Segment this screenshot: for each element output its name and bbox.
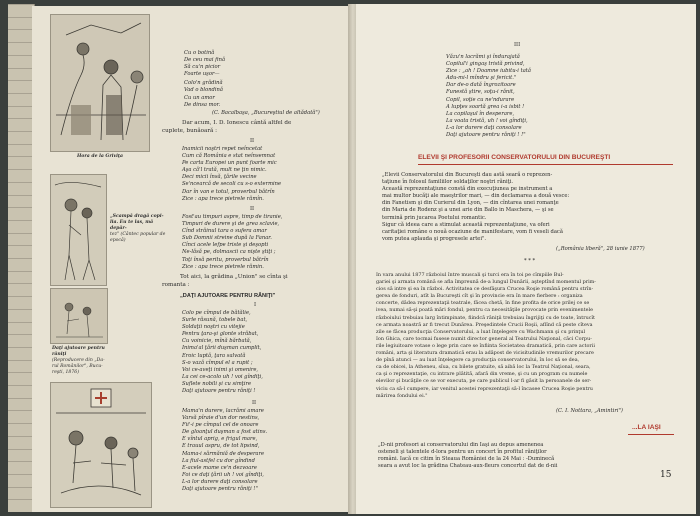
page-edge-line — [8, 385, 34, 386]
intro-text: cuplete, bunăoară : — [162, 128, 218, 134]
text-line: elevilor şi bucăţile ce se vor executa, pe care publicul l-ar fi găsit la persoanele de ser- — [376, 378, 592, 385]
page-edge-line — [8, 182, 34, 183]
poem-line: Voi ce-aveţi inimi şi omenire, — [182, 366, 259, 373]
illustration-soldier-farewell — [50, 174, 107, 286]
poem-line: La fiul-astfel cu dor gîndind — [182, 457, 255, 464]
poem-line: Cu o botină — [184, 50, 215, 56]
poem-line: Soldaţii noştri cu vitejie — [182, 324, 245, 331]
caption-line: tez" (Cântec popular de — [110, 232, 166, 237]
poem-line: Sub Domnii streine după la Fanar. — [182, 235, 272, 242]
poem-line: De dinsa mor. — [184, 101, 221, 108]
poem-line: Să cu'n picior — [184, 64, 221, 71]
roman-numeral: II — [250, 206, 255, 212]
page-edge-line — [8, 17, 34, 18]
poem-line: Varsă pîraie d'un dor nestins, — [182, 415, 260, 422]
poem-line: Zice : „ah ! Doamne iubitu-i tată — [446, 68, 531, 75]
page-edge-line — [8, 169, 34, 170]
poem-line: Zice : apa trece pietrele rămîn. — [182, 195, 264, 202]
poem-line: Inamicii noştri repet neîncetat — [182, 146, 263, 152]
poem-line: La cei ce-acolo uh ! voi gîndiţi, — [182, 373, 263, 380]
poem-line: Copilul'i gingaş tristă privind, — [446, 61, 525, 68]
text-line: vom putea aplauda şi progresele artei". — [382, 235, 487, 242]
section-rule — [628, 434, 674, 435]
caption-soldier-farewell — [110, 214, 166, 244]
poem-line: Cu voinicie, mînă bărbată, — [182, 338, 252, 345]
caption-line: răniţi — [52, 352, 67, 357]
text-line: zile se făcea producţia Conservatorului, a luat înţelegere cu Wachmann şi cu prinţul — [376, 328, 586, 335]
poem-line: Cum că România e stat neînsemnat — [182, 153, 276, 160]
poem-line: Dar în van e totul, proverbul bătrîn — [182, 188, 275, 195]
section-title-conservator: ELEVII ŞI PROFESORII CONSERVATORULUI DIN BUCUREŞTI — [418, 154, 611, 161]
page-edge-line — [8, 296, 34, 297]
book-page-edges — [8, 4, 35, 512]
poem-line: Timpuri de durere şi de grea sclavie, — [182, 221, 280, 228]
poem-line: Se'ncearcă de secoli cu s-o extermine — [182, 181, 282, 188]
song-title: „DAŢI AJUTOARE PENTRU RĂNIŢI" — [180, 293, 276, 299]
poem-line: A lupţes soartă grea i-a isbit ! — [446, 103, 525, 110]
page-edge-line — [8, 347, 34, 348]
page-edge-line — [8, 436, 34, 437]
text-line: gerea de fonduri, atît la Bucureşti cît şi în provincie era în mare fierbere : organiza — [376, 293, 583, 300]
text-line: „Elevii Conservatorului din Bucureşti dau astă seară o reprezen- — [382, 172, 553, 178]
page-edge-line — [8, 131, 34, 132]
page-edge-line — [8, 42, 34, 43]
poem-botina — [184, 50, 225, 109]
text-line: ca de obicei, la Atheneu, sîua, cu bilete gratuite, să aibă loc la Teatrul Naţional, seara, — [376, 364, 591, 371]
poem-line: Pe carta Europei un punt foarte mic — [182, 160, 277, 167]
intro-text: romanta : — [162, 282, 190, 288]
page-edge-line — [8, 207, 34, 208]
text-line: Sigur că ideea care a stimulat această reprezentaţiune, va oferi — [382, 221, 550, 228]
page-number: 15 — [660, 470, 672, 480]
page-edge-line — [8, 449, 34, 450]
text-line: „D-nii profesori ai conservatorului din Iaşi au depus amenenea — [378, 442, 544, 448]
text-line: osteneli şi talentele d-lora pentru un concert în profitul răniţilor — [378, 449, 547, 456]
roman-numeral: II — [250, 138, 255, 144]
poem-line: L-a lor durere daţi consolare — [182, 478, 258, 485]
page-edge-line — [8, 4, 34, 5]
poem-line: La copilaşul în desperare, — [446, 110, 515, 117]
poem-line: Vad o blondină — [184, 87, 223, 94]
poem-line: Cînd străinul tara o sufera amar — [182, 228, 267, 235]
page-edge-line — [8, 195, 34, 196]
poem-timpuri — [182, 214, 282, 271]
poem-line: La voata tristă, uh ! voi gîndiţi, — [446, 117, 528, 124]
poem-line: Daţi ajutoare pentru răniţi !" — [182, 486, 258, 493]
poem-line: Adu-mi-l mîndru şi fericit." — [446, 75, 517, 82]
poem-line: Foi ce daţi ţării uh ! voi gîndiţi, — [182, 471, 264, 478]
caption-line: lia. Eu te las, mă depăr- — [110, 220, 154, 231]
text-line: din Fanetism şi din Curierul din Lyon, — din cîntarea unei romanţe — [382, 200, 559, 207]
page-edge-line — [8, 55, 34, 56]
poem-line: Inima'al ţării duşman cumplit, — [182, 345, 262, 352]
text-line: ivea, numai să-şi poată mări fondul, pentru ca necesităţile provocate prin evenimentele — [376, 307, 593, 314]
illustration-battlefield-aid — [50, 382, 152, 508]
poem-line: Colo'n grădină — [184, 80, 223, 87]
caption-line: epocă) — [110, 238, 126, 243]
page-edge-line — [8, 233, 34, 234]
text-line: români, arta şi literatura dramatică erau la adăpost de vicisitudinile vremurilor precare — [376, 350, 594, 357]
page-edge-line — [8, 144, 34, 145]
text-line: cios să intre şi ea în război. Activitatea ce desfăşura Crucea Roşie română pentru strîn- — [376, 286, 594, 293]
poem-line: De gloanţul duşman a fost atins. — [182, 429, 268, 436]
poem-line: E trauul aspru, de tot lipsind, — [182, 443, 260, 450]
page-edge-line — [8, 423, 34, 424]
paragraph-iasi — [378, 442, 557, 470]
page-edge-line — [8, 258, 34, 259]
page-edge-line — [8, 334, 34, 335]
poem-line: Cînci acele lefpe triste şi deşopti — [182, 242, 269, 249]
poem-line: Foarte uşor— — [184, 71, 220, 78]
roman-numeral: III — [514, 42, 521, 48]
caption-hora: Hora de la Griviţa — [76, 154, 124, 159]
poem-inamicii — [182, 146, 281, 203]
poem-credit: (C. Bacalbaşa, „Bucureştiul de altădată") — [212, 110, 320, 116]
text-line: mărirea fondului ei." — [376, 392, 428, 399]
caption-line: rul Românilor", Bucu- — [52, 364, 103, 369]
text-line: Ion Ghica, care tocmai fusese numit director general al Teatrului Naţional, căci Corpu- — [376, 335, 592, 342]
poem-line: Aşa că'l trată, mult ne ţin nimic. — [182, 167, 267, 174]
page-edge-line — [8, 372, 34, 373]
caption-line: (Reproducere din „Da- — [52, 358, 105, 363]
section-rule — [418, 164, 673, 165]
roman-numeral: II — [252, 400, 257, 406]
text-line: caritaţiei române o nouă ocaziune de manifestare, vom fi veseli dacă — [382, 228, 563, 235]
poem-line: Dar de-o dată îngrozitoare — [446, 82, 516, 89]
page-edge-line — [8, 487, 34, 488]
text-line: ce armata noastră ar fi trecut Dunărea. Preşedintele Crucii Roşii, aflînd că peste cîteva — [376, 321, 593, 328]
poem-line: Fost'au timpuri aspre, timp de tiranie, — [182, 214, 283, 220]
poem-line: Daţi ajutoare pentru răniţi ! !" — [446, 132, 526, 139]
intro-text: Tot aici, la grădina „Union" se cînta şi — [180, 274, 288, 280]
page-edge-line — [8, 309, 34, 310]
right-page — [356, 4, 696, 514]
text-line: termină prin jucarea Poetului romantic. — [382, 214, 487, 221]
page-edge-line — [8, 474, 34, 475]
poem-line: E-acele mame ce'n dezvoare — [182, 464, 257, 471]
text-line: mai multor bucăţi ale maeştrilor mari, — din declamarea a două vesce: — [382, 193, 570, 200]
poem-line: S-o vază cîmpul el a rupit ; — [182, 359, 253, 366]
poem-line: Mama-i sărmăniă de desperare — [182, 450, 265, 457]
roman-numeral: I — [254, 302, 257, 308]
text-line: taţiune în folosul familiilor soldaţilor noştri răniţi. — [382, 179, 514, 186]
paragraph-conservator-elevii — [382, 172, 569, 243]
page-edge-line — [8, 29, 34, 30]
text-line: seara a avut loc la grădina Chateau-aux-fleurs concertul dat de d-nii — [378, 463, 558, 470]
illustration-hora-grivita — [50, 14, 150, 152]
text-line: In vara anului 1877 războiul între muscali şi turci era în toi pe cîmpiile Bul- — [376, 272, 564, 278]
poem-line: Zice : apa trece pietrele rămin. — [182, 263, 264, 270]
page-edge-line — [8, 156, 34, 157]
page-edge-line — [8, 499, 34, 500]
intro-text: Dar acum, I. D. Ionescu cântă altfel de — [182, 120, 292, 126]
poem-line: Mama'n durere, lacrămi amare — [182, 408, 265, 414]
text-line: din Maria de Rodenz şi a unei arie din Ballo in Maschera, — şi se — [382, 207, 554, 214]
text-line: de pînă atunci — au luat înţelegere ca producţia conservatorului, în loc să se dea, — [376, 357, 580, 364]
poem-line: Surle răsună, tobele bat, — [182, 317, 248, 324]
poem-line: Copil, soţie cu ne'ndurare — [446, 96, 515, 103]
poem-line: Deci micii însă, ţările vecine — [182, 174, 257, 181]
page-edge-line — [8, 398, 34, 399]
text-line: ca şi o reprezentaţie, cu intrare plătită, afară din vreme, şi cu un program cu numele — [376, 371, 588, 378]
caption-dati-ajutoare — [52, 346, 112, 376]
text-line: români. Iacă ce citim în Steaua României de la 24 Mai : -Duminecă — [378, 456, 555, 463]
poem-line: E vîntul aprig, e frigul mare, — [182, 436, 258, 443]
poem-line: Suflete nobili şi cu simţire — [182, 380, 252, 387]
page-edge-line — [8, 220, 34, 221]
poem-line: Fii'-i pe cîmpul cel de onoare — [182, 422, 259, 429]
page-edge-line — [8, 118, 34, 119]
caption-line: „Scampă dragă copi- — [110, 214, 164, 219]
credit-nottara: (C. I. Nottara, „Amintiri") — [556, 408, 623, 414]
poem-line: Ne-lăsă pe, dolmascii ca nişte ştiţi ; — [182, 249, 276, 256]
paragraph-razboi-1877 — [376, 272, 596, 400]
text-line: concerte, dădea reprezentaţii teatrale, făcea chetă, în fine profita de orice prilej ce se — [376, 300, 590, 307]
poem-line: Funestă ştire, soţu-i rănit, — [446, 89, 515, 96]
illustration-wounded-small — [50, 288, 108, 344]
page-edge-line — [8, 80, 34, 81]
poem-line: Văzu'n lacrămi şi îndurajată — [446, 54, 520, 60]
page-edge-line — [8, 283, 34, 284]
section-title-iasi: ...LA IAŞI — [632, 424, 661, 431]
poem-mama-n-durere — [182, 408, 267, 493]
poem-line: Cu un amor — [184, 94, 215, 101]
page-edge-line — [8, 461, 34, 462]
text-line: gariei şi armata română se afla împreună de-a lungul Dunării, aşteptînd momentul prim- — [376, 279, 596, 286]
page-edge-line — [8, 360, 34, 361]
poem-line: Toţi însă peritu, proverbul bătrîn — [182, 256, 269, 263]
poem-line: L-a lor durere daţi consolare — [446, 124, 522, 131]
text-line: războiului trebuiau larg întimpinate, fiindcă răniţii trebuiau îngrijiţi cu de toate, întrucît — [376, 314, 595, 321]
poem-line: Eroic luptă, ţara salvată — [182, 352, 246, 359]
page-edge-line — [8, 106, 34, 107]
page-edge-line — [8, 410, 34, 411]
section-stars: * * * — [524, 258, 536, 264]
poem-colo-pe-cimp — [182, 310, 263, 395]
left-page — [32, 6, 352, 512]
poem-line: De ceu mai fină — [184, 57, 226, 64]
credit-romania-libera: („România liberă", 28 iunie 1877) — [556, 246, 645, 252]
page-edge-line — [8, 93, 34, 94]
text-line: rile legiuitoare votase o lege prin care se înfiinta Societatea dramatică, prin care actorii — [376, 342, 595, 349]
page-edge-line — [8, 271, 34, 272]
page-edge-line — [8, 245, 34, 246]
page-edge-line — [8, 322, 34, 323]
poem-line: Daţi ajutoare pentru răniţi ! — [182, 388, 256, 395]
caption-line: Daţi ajutoare pentru — [52, 346, 105, 351]
text-line: viciu ca să-l cumpere, iar venitul acestei reprezentaţii să-l încasee Crucea Roşie pentru — [376, 385, 593, 392]
caption-line: reşti, 1876) — [52, 370, 79, 375]
text-line: Această reprezentaţiune constă din execuţiunea pe instrument a — [382, 186, 553, 193]
poem-line: Pentru ţara-şi glonte străbat, — [182, 331, 259, 338]
poem-vazu-n-lacrami — [446, 54, 531, 139]
poem-line: Colo pe cîmpul de bătălie, — [182, 310, 251, 316]
page-edge-line — [8, 68, 34, 69]
